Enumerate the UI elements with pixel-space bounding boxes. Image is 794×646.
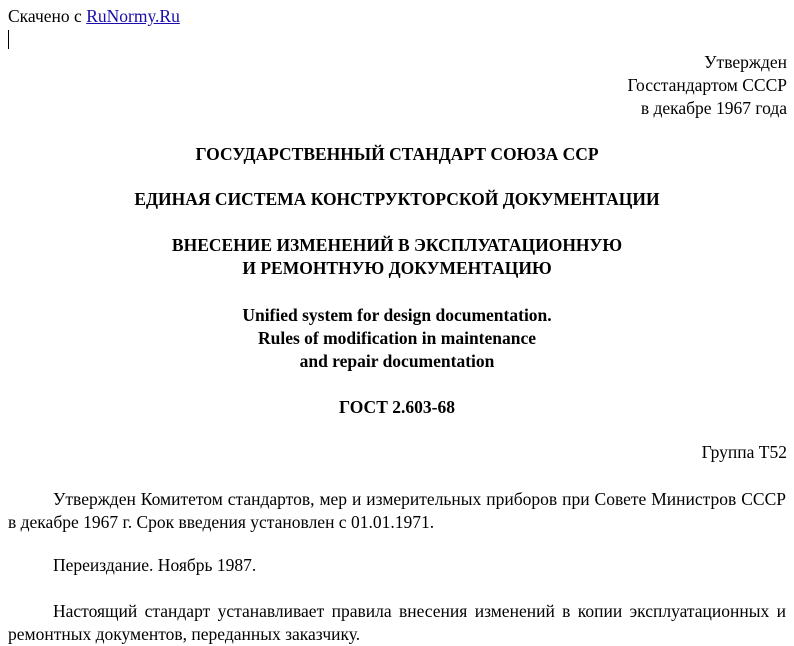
runormy-link[interactable]: RuNormy.Ru (86, 6, 180, 26)
source-line (8, 5, 180, 28)
state-standard-heading (0, 143, 794, 166)
approval-line-1: Утвержден (704, 52, 787, 72)
state-standard-text: ГОСУДАРСТВЕННЫЙ СТАНДАРТ СОЮЗА ССР (195, 144, 599, 164)
approval-line-3: в декабре 1967 года (640, 98, 787, 118)
paragraph-scope: Настоящий стандарт устанавливает правила внесения изменений в копии эксплуатационных и ремонтных документов, переданных заказчику. (8, 601, 786, 644)
system-text: ЕДИНАЯ СИСТЕМА КОНСТРУКТОРСКОЙ ДОКУМЕНТАЦИИ (134, 189, 660, 209)
english-title-line-1: Unified system for design documentation. (242, 305, 552, 325)
title-line-2: И РЕМОНТНУЮ ДОКУМЕНТАЦИЮ (242, 258, 552, 278)
english-title-line-3: and repair documentation (299, 351, 495, 371)
approval-block (627, 51, 787, 120)
english-title-line-2: Rules of modification in maintenance (257, 328, 537, 348)
gost-number-heading (0, 396, 794, 419)
title-line-1: ВНЕСЕНИЕ ИЗМЕНЕНИЙ В ЭКСПЛУАТАЦИОННУЮ (171, 235, 623, 255)
source-prefix: Скачено с (8, 6, 82, 26)
gost-number-text: ГОСТ 2.603-68 (339, 397, 455, 417)
text-cursor (8, 30, 9, 49)
document-title (0, 234, 794, 280)
approval-line-2: Госстандартом СССР (627, 75, 787, 95)
paragraph-approved: Утвержден Комитетом стандартов, мер и измерительных приборов при Совете Министров СССР в декабре 1967 г. Срок введения установлен с 01.01.1971. (8, 489, 786, 532)
group-label: Группа Т52 (701, 442, 787, 462)
system-heading (0, 188, 794, 211)
paragraph-reissue: Переиздание. Ноябрь 1987. (53, 555, 257, 575)
english-title (0, 304, 794, 373)
